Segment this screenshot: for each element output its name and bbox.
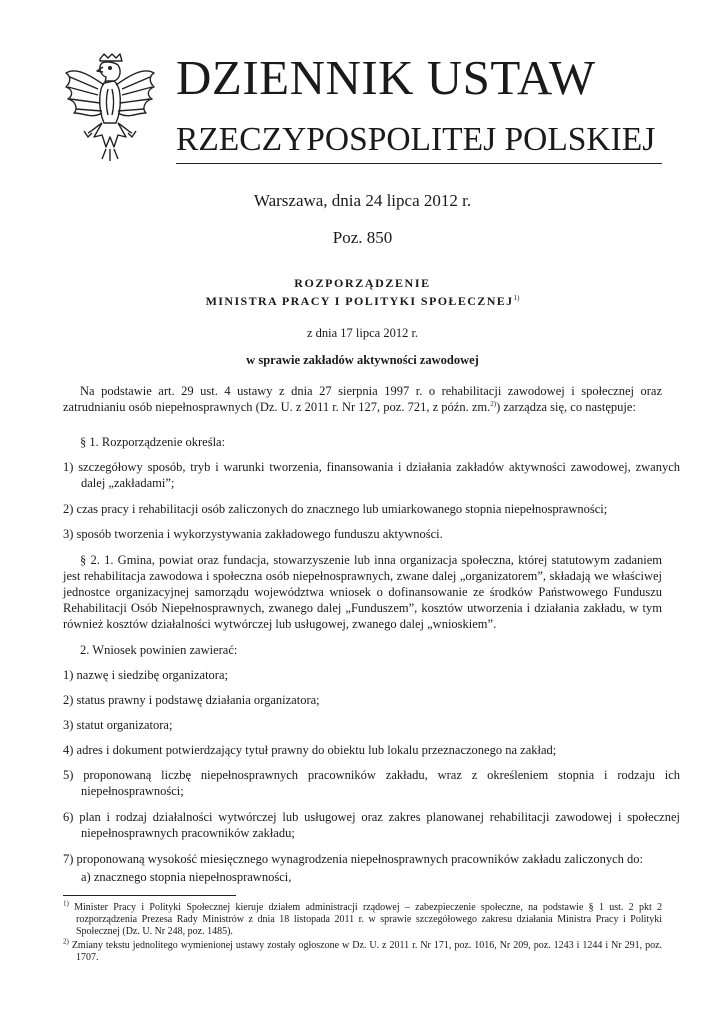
footnote-divider: [63, 895, 236, 896]
act-type: ROZPORZĄDZENIE: [294, 276, 431, 290]
list-item: 1) nazwę i siedzibę organizatora;: [63, 668, 228, 682]
preamble-text-a: Na podstawie art. 29 ust. 4 ustawy z dnia 27 sierpnia 1997 r. o rehabilitacji zawodowej i społecznej oraz zatrudnianiu osób niepełnosprawnych (Dz. U. z 2011 r. Nr 127, poz. 721, z późn. zm.: [63, 384, 662, 414]
footnote-2-ref: 2): [63, 937, 69, 946]
list-subitem: a) znacznego stopnia niepełnosprawności,: [81, 870, 292, 884]
publication-position: Poz. 850: [332, 228, 393, 247]
footnote-ref-2[interactable]: 2): [490, 399, 497, 408]
list-item: 1) szczegółowy sposób, tryb i warunki tworzenia, finansowania i działania zakładów aktywności zawodowej, zwanych dalej „zakładami”;: [63, 460, 680, 490]
act-issuer-text: MINISTRA PRACY I POLITYKI SPOŁECZNEJ: [205, 294, 514, 308]
list-item: 6) plan i rodzaj działalności wytwórczej lub usługowej oraz zakres planowanej rehabilitacji zawodowej i społecznej niepełnosprawnych pracowników zakładu;: [63, 810, 680, 840]
footnote-1: [63, 899, 663, 938]
publication-date: Warszawa, dnia 24 lipca 2012 r.: [253, 191, 472, 210]
act-issuer: [0, 294, 725, 309]
masthead-subtitle: RZECZYPOSPOLITEJ POLSKIEJ: [176, 121, 656, 158]
footnote-1-text: Minister Pracy i Polityki Społecznej kieruje działem administracji rządowej – zabezpieczenie społeczne, na podstawie § 1 ust. 2 pkt 2 rozporządzenia Prezesa Rady Ministrów z dnia 18 listopada 2011 r. w sprawie szczegółowego zakresu działania Ministra Pracy i Polityki Społecznej (Dz. U. Nr 248, poz. 1485).: [74, 902, 663, 937]
footnote-2-text: Zmiany tekstu jednolitego wymienionej ustawy zostały ogłoszone w Dz. U. z 2011 r. Nr 171, poz. 1016, Nr 209, poz. 1243 i 1244 i Nr 291, poz. 1707.: [71, 940, 663, 963]
list-item: 2) status prawny i podstawę działania organizatora;: [63, 693, 320, 707]
preamble-text-b: ) zarządza się, co następuje:: [496, 400, 636, 414]
list-item: 2) czas pracy i rehabilitacji osób zaliczonych do znacznego lub umiarkowanego stopnia niepełnosprawności;: [63, 502, 608, 516]
list-item: 4) adres i dokument potwierdzający tytuł prawny do obiektu lub lokalu przeznaczonego na zakład;: [63, 743, 557, 757]
list-item: 5) proponowaną liczbę niepełnosprawnych pracowników zakładu, wraz z określeniem stopnia i rodzaju ich niepełnosprawności;: [63, 768, 680, 798]
section-1-intro: § 1. Rozporządzenie określa:: [80, 435, 226, 449]
masthead-divider: [176, 163, 662, 164]
section-2-paragraph-1: § 2. 1. Gmina, powiat oraz fundacja, stowarzyszenie lub inna organizacja społeczna, której statutowym zadaniem jest rehabilitacja zawodowa i społeczna osób niepełnosprawnych, zwane dalej „organizatorem”, składają we właściwej jednostce organizacyjnej samorządu województwa wniosek o dofinansowanie ze środków Państwowego Funduszu Rehabilitacji Osób Niepełnosprawnych, zwanego dalej „Funduszem”, kosztów utworzenia i działania zakładu, w tym również kosztów działalności wytwórczej lub usługowej, zwanego dalej „wnioskiem”.: [63, 553, 662, 631]
masthead-title: DZIENNIK USTAW: [176, 50, 596, 105]
act-date: z dnia 17 lipca 2012 r.: [306, 326, 419, 340]
section-2-paragraph-2: 2. Wniosek powinien zawierać:: [80, 643, 238, 657]
list-item: 3) statut organizatora;: [63, 718, 173, 732]
list-item: 7) proponowaną wysokość miesięcznego wynagrodzenia niepełnosprawnych pracowników zakładu zaliczonych do:: [63, 852, 644, 866]
footnote-1-ref: 1): [63, 899, 69, 908]
list-item: 3) sposób tworzenia i wykorzystywania zakładowego funduszu aktywności.: [63, 527, 443, 541]
preamble: [63, 383, 662, 415]
act-subject: w sprawie zakładów aktywności zawodowej: [246, 353, 479, 367]
footnote-ref-1[interactable]: 1): [513, 294, 520, 302]
footnote-2: [63, 937, 663, 964]
polish-eagle-icon: [62, 53, 158, 163]
